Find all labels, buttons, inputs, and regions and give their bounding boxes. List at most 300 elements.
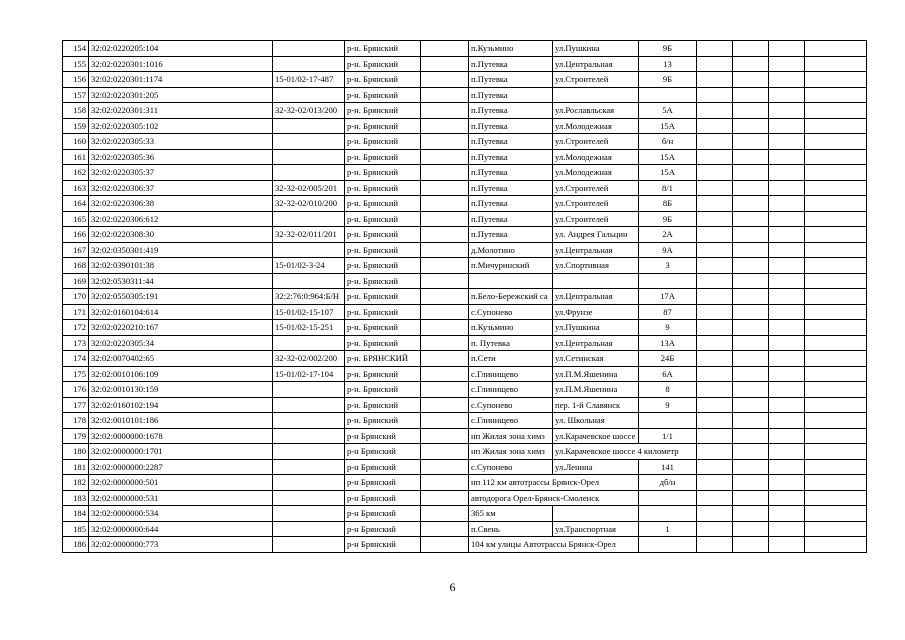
empty-cell	[421, 149, 469, 165]
empty-cell	[769, 366, 805, 382]
table-row	[63, 490, 867, 506]
empty-cell	[805, 289, 867, 305]
empty-cell	[805, 273, 867, 289]
empty-cell	[733, 149, 769, 165]
table-row	[63, 475, 867, 491]
empty-cell	[733, 180, 769, 196]
empty-cell	[697, 227, 733, 243]
empty-cell	[769, 118, 805, 134]
street-cell: ул. Школьная	[553, 413, 639, 429]
row-number-cell: 158	[63, 103, 89, 119]
settlement-cell: п.Путевка	[469, 134, 553, 150]
registration-number-cell: 15-01/02-17-487	[273, 72, 345, 88]
street-cell: ул.Рославльская	[553, 103, 639, 119]
row-number-cell: 154	[63, 41, 89, 57]
empty-cell	[733, 521, 769, 537]
settlement-cell	[469, 273, 553, 289]
empty-cell	[805, 397, 867, 413]
empty-cell	[421, 134, 469, 150]
empty-cell	[733, 506, 769, 522]
table-row	[63, 165, 867, 181]
empty-cell	[805, 41, 867, 57]
empty-cell	[805, 304, 867, 320]
cadastral-number-cell: 32:02:0550305:191	[89, 289, 273, 305]
settlement-cell: нп Жилая зона химз	[469, 444, 553, 460]
registration-number-cell	[273, 428, 345, 444]
table-row	[63, 227, 867, 243]
cadastral-number-cell: 32:02:0220305:33	[89, 134, 273, 150]
district-cell: р-н. Брянский	[345, 335, 421, 351]
district-cell: р-н Брянский	[345, 444, 421, 460]
district-cell: р-н. Брянский	[345, 196, 421, 212]
row-number-cell: 164	[63, 196, 89, 212]
district-cell: р-н. Брянский	[345, 41, 421, 57]
empty-cell	[421, 521, 469, 537]
street-cell: ул.Карачевское шоссе	[553, 428, 639, 444]
empty-cell	[733, 41, 769, 57]
cadastral-number-cell: 32:02:0220301:311	[89, 103, 273, 119]
table-row	[63, 444, 867, 460]
settlement-cell: нп 112 км автотрассы Брянск-Орел	[469, 475, 639, 491]
settlement-cell: п.Мичуринский	[469, 258, 553, 274]
empty-cell	[805, 258, 867, 274]
district-cell: р-н. Брянский	[345, 227, 421, 243]
district-cell: р-н. Брянский	[345, 413, 421, 429]
district-cell: р-н. БРЯНСКИЙ	[345, 351, 421, 367]
house-number-cell: 6А	[639, 366, 697, 382]
empty-cell	[697, 289, 733, 305]
cadastral-number-cell: 32:02:0220305:36	[89, 149, 273, 165]
empty-cell	[769, 320, 805, 336]
table-row	[63, 428, 867, 444]
row-number-cell: 177	[63, 397, 89, 413]
registration-number-cell: 32:2:76:0:964:Б/Н	[273, 289, 345, 305]
registration-number-cell	[273, 521, 345, 537]
empty-cell	[733, 320, 769, 336]
district-cell: р-н. Брянский	[345, 165, 421, 181]
empty-cell	[805, 490, 867, 506]
registration-number-cell: 15-01/02-3-24	[273, 258, 345, 274]
house-number-cell: 1	[639, 521, 697, 537]
street-cell: ул.Фрунзе	[553, 304, 639, 320]
empty-cell	[805, 521, 867, 537]
table-row	[63, 304, 867, 320]
cadastral-number-cell: 32:02:0160104:614	[89, 304, 273, 320]
empty-cell	[805, 366, 867, 382]
district-cell: р-н Брянский	[345, 459, 421, 475]
table-row	[63, 258, 867, 274]
empty-cell	[733, 242, 769, 258]
registration-number-cell	[273, 335, 345, 351]
empty-cell	[697, 72, 733, 88]
settlement-cell: п.Кузьмино	[469, 320, 553, 336]
street-cell	[553, 273, 639, 289]
empty-cell	[805, 165, 867, 181]
table-row	[63, 87, 867, 103]
table-row	[63, 41, 867, 57]
empty-cell	[733, 537, 769, 553]
table-row	[63, 335, 867, 351]
empty-cell	[769, 165, 805, 181]
street-cell: ул.Строителей	[553, 72, 639, 88]
empty-cell	[805, 413, 867, 429]
empty-cell	[769, 304, 805, 320]
house-number-cell: 2А	[639, 227, 697, 243]
cadastral-number-cell: 32:02:0000000:1701	[89, 444, 273, 460]
empty-cell	[697, 366, 733, 382]
empty-cell	[733, 366, 769, 382]
settlement-cell: д.Молотино	[469, 242, 553, 258]
empty-cell	[805, 72, 867, 88]
empty-cell	[769, 537, 805, 553]
empty-cell	[421, 490, 469, 506]
empty-cell	[769, 87, 805, 103]
empty-cell	[733, 227, 769, 243]
district-cell: р-н. Брянский	[345, 382, 421, 398]
row-number-cell: 157	[63, 87, 89, 103]
empty-cell	[421, 537, 469, 553]
street-cell: ул.П.М.Яшенина	[553, 366, 639, 382]
district-cell: р-н. Брянский	[345, 149, 421, 165]
registry-body	[63, 41, 867, 553]
empty-cell	[805, 382, 867, 398]
empty-cell	[805, 149, 867, 165]
cadastral-number-cell: 32:02:0220306:38	[89, 196, 273, 212]
row-number-cell: 161	[63, 149, 89, 165]
empty-cell	[421, 72, 469, 88]
street-cell: ул.Центральная	[553, 242, 639, 258]
empty-cell	[733, 72, 769, 88]
house-number-cell: 8	[639, 382, 697, 398]
house-number-cell: 141	[639, 459, 697, 475]
empty-cell	[421, 227, 469, 243]
empty-cell	[697, 56, 733, 72]
empty-cell	[421, 382, 469, 398]
settlement-cell: п.Путевка	[469, 56, 553, 72]
house-number-cell	[639, 273, 697, 289]
house-number-cell: 8Б	[639, 196, 697, 212]
cadastral-number-cell: 32:02:0220301:1016	[89, 56, 273, 72]
empty-cell	[769, 72, 805, 88]
house-number-cell: дб/н	[639, 475, 697, 491]
table-row	[63, 242, 867, 258]
cadastral-number-cell: 32:02:0220305:34	[89, 335, 273, 351]
street-cell: ул.Карачевское шоссе 4 километр	[553, 444, 697, 460]
empty-cell	[697, 382, 733, 398]
registration-number-cell	[273, 56, 345, 72]
table-row	[63, 211, 867, 227]
street-cell: пер. 1-й Славянск	[553, 397, 639, 413]
empty-cell	[697, 351, 733, 367]
empty-cell	[805, 428, 867, 444]
district-cell: р-н. Брянский	[345, 118, 421, 134]
settlement-cell: п.Путевка	[469, 87, 553, 103]
row-number-cell: 178	[63, 413, 89, 429]
table-row	[63, 118, 867, 134]
empty-cell	[421, 335, 469, 351]
house-number-cell: 8/1	[639, 180, 697, 196]
empty-cell	[421, 242, 469, 258]
empty-cell	[421, 351, 469, 367]
empty-cell	[805, 351, 867, 367]
empty-cell	[697, 134, 733, 150]
empty-cell	[697, 258, 733, 274]
cadastral-number-cell: 32:02:0000000:2287	[89, 459, 273, 475]
settlement-cell: п.Сети	[469, 351, 553, 367]
house-number-cell: 5А	[639, 103, 697, 119]
cadastral-number-cell: 32:02:0000000:531	[89, 490, 273, 506]
district-cell: р-н Брянский	[345, 506, 421, 522]
street-cell: ул.Центральная	[553, 289, 639, 305]
empty-cell	[769, 134, 805, 150]
empty-cell	[769, 475, 805, 491]
empty-cell	[697, 521, 733, 537]
registration-number-cell: 15-01/02-17-104	[273, 366, 345, 382]
district-cell: р-н. Брянский	[345, 289, 421, 305]
empty-cell	[805, 537, 867, 553]
street-cell: ул.Центральная	[553, 56, 639, 72]
row-number-cell: 159	[63, 118, 89, 134]
street-cell	[553, 87, 639, 103]
street-cell: ул.Транспортная	[553, 521, 639, 537]
empty-cell	[697, 87, 733, 103]
district-cell: р-н Брянский	[345, 521, 421, 537]
settlement-cell: с.Супонево	[469, 459, 553, 475]
empty-cell	[697, 537, 733, 553]
empty-cell	[805, 196, 867, 212]
district-cell: р-н. Брянский	[345, 56, 421, 72]
row-number-cell: 186	[63, 537, 89, 553]
empty-cell	[697, 320, 733, 336]
district-cell: р-н. Брянский	[345, 258, 421, 274]
house-number-cell: 3	[639, 258, 697, 274]
registration-number-cell: 32-32-02/011/201	[273, 227, 345, 243]
settlement-cell: п.Кузьмино	[469, 41, 553, 57]
cadastral-number-cell: 32:02:0220301:1174	[89, 72, 273, 88]
settlement-cell: п.Путевка	[469, 227, 553, 243]
empty-cell	[733, 351, 769, 367]
cadastral-number-cell: 32:02:0220205:104	[89, 41, 273, 57]
registration-number-cell	[273, 382, 345, 398]
settlement-cell: с.Супонево	[469, 304, 553, 320]
district-cell: р-н. Брянский	[345, 273, 421, 289]
table-row	[63, 149, 867, 165]
district-cell: р-н. Брянский	[345, 304, 421, 320]
street-cell: ул.Центральная	[553, 335, 639, 351]
empty-cell	[421, 413, 469, 429]
empty-cell	[697, 459, 733, 475]
table-row	[63, 273, 867, 289]
empty-cell	[733, 444, 769, 460]
empty-cell	[421, 459, 469, 475]
empty-cell	[733, 258, 769, 274]
table-row	[63, 397, 867, 413]
table-row	[63, 103, 867, 119]
empty-cell	[697, 444, 733, 460]
empty-cell	[733, 289, 769, 305]
district-cell: р-н Брянский	[345, 428, 421, 444]
registration-number-cell	[273, 444, 345, 460]
house-number-cell	[639, 490, 697, 506]
settlement-cell: нп Жилая зона химз	[469, 428, 553, 444]
house-number-cell: 9А	[639, 242, 697, 258]
street-cell: ул.Строителей	[553, 180, 639, 196]
table-row	[63, 413, 867, 429]
street-cell: ул.Спортивная	[553, 258, 639, 274]
settlement-cell: п. Путевка	[469, 335, 553, 351]
empty-cell	[769, 444, 805, 460]
settlement-cell: п.Путевка	[469, 196, 553, 212]
registration-number-cell	[273, 506, 345, 522]
registration-number-cell	[273, 273, 345, 289]
settlement-cell: с.Супонево	[469, 397, 553, 413]
row-number-cell: 172	[63, 320, 89, 336]
empty-cell	[733, 273, 769, 289]
empty-cell	[733, 459, 769, 475]
empty-cell	[421, 103, 469, 119]
empty-cell	[421, 273, 469, 289]
cadastral-number-cell: 32:02:0530311:44	[89, 273, 273, 289]
empty-cell	[421, 180, 469, 196]
empty-cell	[421, 87, 469, 103]
table-row	[63, 72, 867, 88]
registration-number-cell	[273, 149, 345, 165]
settlement-cell: п.Путевка	[469, 149, 553, 165]
house-number-cell: 9	[639, 397, 697, 413]
registration-number-cell	[273, 397, 345, 413]
empty-cell	[805, 103, 867, 119]
house-number-cell: 15А	[639, 165, 697, 181]
cadastral-number-cell: 32:02:0390101:38	[89, 258, 273, 274]
empty-cell	[697, 180, 733, 196]
house-number-cell: 1/1	[639, 428, 697, 444]
empty-cell	[421, 304, 469, 320]
empty-cell	[769, 273, 805, 289]
empty-cell	[733, 56, 769, 72]
registry-table	[62, 40, 867, 553]
empty-cell	[805, 320, 867, 336]
settlement-cell: п.Свень	[469, 521, 553, 537]
empty-cell	[697, 149, 733, 165]
row-number-cell: 176	[63, 382, 89, 398]
cadastral-number-cell: 32:02:0220210:167	[89, 320, 273, 336]
cadastral-number-cell: 32:02:0220306:612	[89, 211, 273, 227]
table-row	[63, 180, 867, 196]
table-row	[63, 320, 867, 336]
empty-cell	[421, 258, 469, 274]
settlement-cell: 104 км улицы Автотрассы Брянск-Орел	[469, 537, 639, 553]
table-row	[63, 351, 867, 367]
empty-cell	[697, 41, 733, 57]
empty-cell	[421, 506, 469, 522]
empty-cell	[805, 475, 867, 491]
empty-cell	[421, 397, 469, 413]
street-cell: ул.Пушкина	[553, 41, 639, 57]
empty-cell	[733, 413, 769, 429]
empty-cell	[769, 351, 805, 367]
house-number-cell	[639, 87, 697, 103]
cadastral-number-cell: 32:02:0220306:37	[89, 180, 273, 196]
empty-cell	[697, 211, 733, 227]
empty-cell	[805, 459, 867, 475]
empty-cell	[769, 289, 805, 305]
empty-cell	[805, 242, 867, 258]
empty-cell	[805, 118, 867, 134]
settlement-cell: п.Бело-Бережский са	[469, 289, 553, 305]
empty-cell	[733, 382, 769, 398]
empty-cell	[697, 103, 733, 119]
house-number-cell: 15А	[639, 118, 697, 134]
registration-number-cell	[273, 459, 345, 475]
empty-cell	[805, 56, 867, 72]
district-cell: р-н. Брянский	[345, 134, 421, 150]
empty-cell	[733, 304, 769, 320]
cadastral-number-cell: 32:02:0220305:102	[89, 118, 273, 134]
cadastral-number-cell: 32:02:0160102:194	[89, 397, 273, 413]
house-number-cell: 9Б	[639, 211, 697, 227]
empty-cell	[769, 413, 805, 429]
cadastral-number-cell: 32:02:0000000:1678	[89, 428, 273, 444]
table-row	[63, 366, 867, 382]
empty-cell	[697, 475, 733, 491]
empty-cell	[697, 397, 733, 413]
house-number-cell: б/н	[639, 134, 697, 150]
cadastral-number-cell: 32:02:0220308:30	[89, 227, 273, 243]
empty-cell	[421, 165, 469, 181]
empty-cell	[769, 459, 805, 475]
table-row	[63, 289, 867, 305]
empty-cell	[421, 475, 469, 491]
district-cell: р-н. Брянский	[345, 87, 421, 103]
empty-cell	[733, 475, 769, 491]
house-number-cell: 9Б	[639, 72, 697, 88]
registration-number-cell	[273, 165, 345, 181]
empty-cell	[769, 258, 805, 274]
registration-number-cell: 15-01/02-15-251	[273, 320, 345, 336]
row-number-cell: 165	[63, 211, 89, 227]
empty-cell	[697, 335, 733, 351]
row-number-cell: 162	[63, 165, 89, 181]
empty-cell	[697, 242, 733, 258]
settlement-cell: с.Глинищево	[469, 413, 553, 429]
district-cell: р-н. Брянский	[345, 320, 421, 336]
empty-cell	[421, 196, 469, 212]
empty-cell	[805, 134, 867, 150]
row-number-cell: 170	[63, 289, 89, 305]
table-row	[63, 521, 867, 537]
district-cell: р-н. Брянский	[345, 366, 421, 382]
empty-cell	[697, 506, 733, 522]
empty-cell	[769, 397, 805, 413]
district-cell: р-н. Брянский	[345, 103, 421, 119]
row-number-cell: 184	[63, 506, 89, 522]
house-number-cell: 13А	[639, 335, 697, 351]
row-number-cell: 174	[63, 351, 89, 367]
registration-number-cell	[273, 242, 345, 258]
registration-number-cell	[273, 211, 345, 227]
cadastral-number-cell: 32:02:0010130:159	[89, 382, 273, 398]
cadastral-number-cell: 32:02:0000000:773	[89, 537, 273, 553]
registration-number-cell: 32-32-02/010/200	[273, 196, 345, 212]
empty-cell	[733, 134, 769, 150]
empty-cell	[805, 506, 867, 522]
empty-cell	[769, 180, 805, 196]
registration-number-cell: 15-01/02-15-107	[273, 304, 345, 320]
empty-cell	[697, 165, 733, 181]
registration-number-cell	[273, 413, 345, 429]
table-row	[63, 459, 867, 475]
empty-cell	[769, 490, 805, 506]
